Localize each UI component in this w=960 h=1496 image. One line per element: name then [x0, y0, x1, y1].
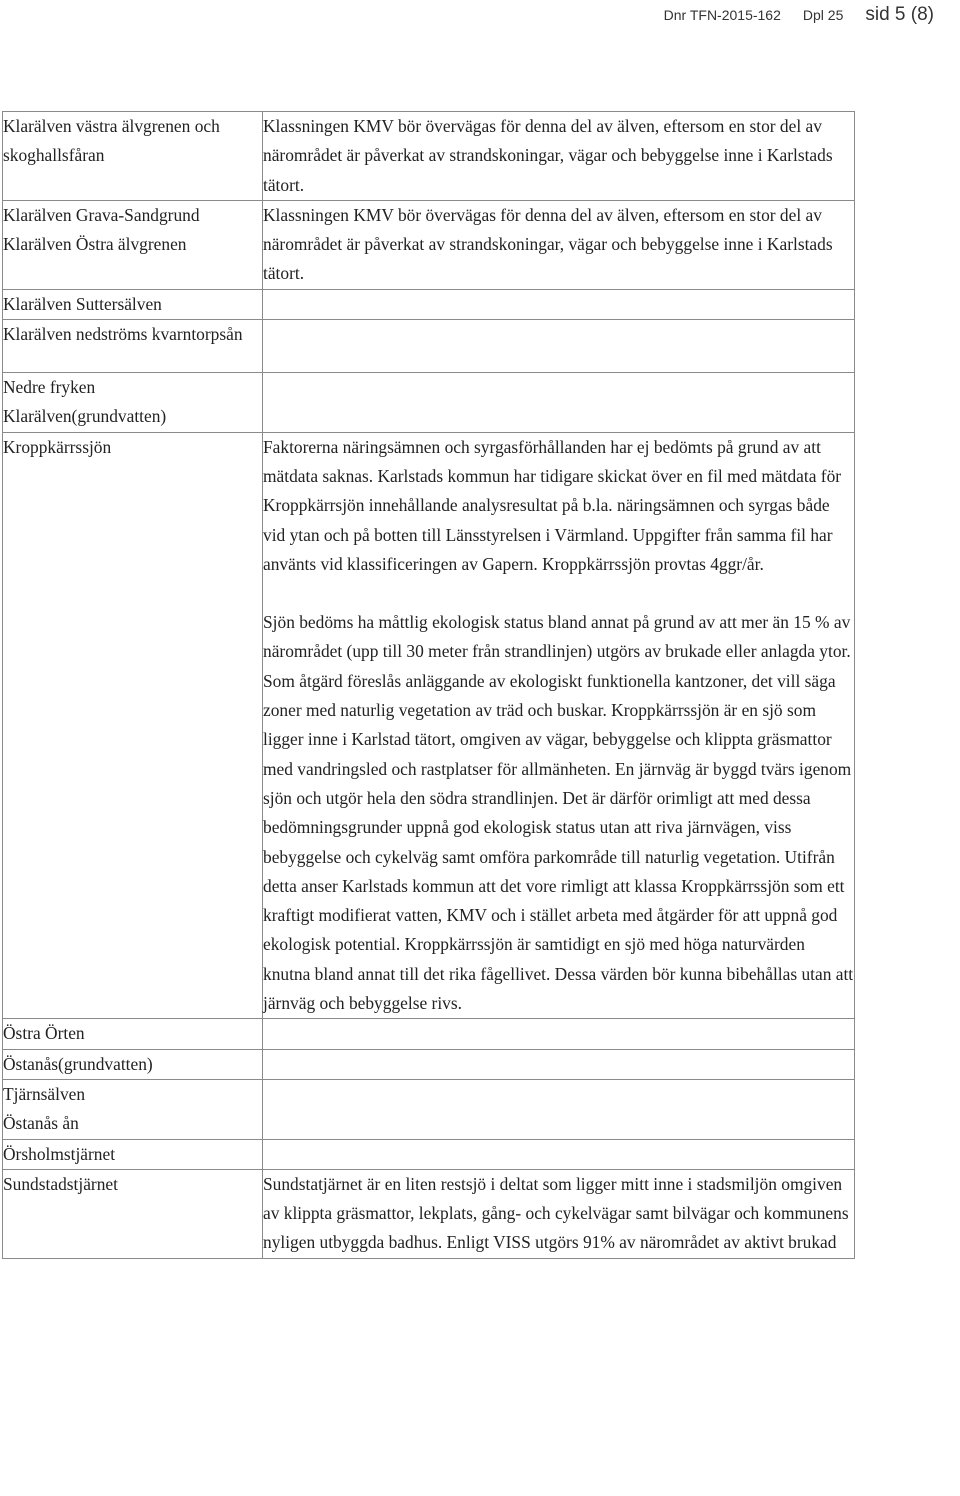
water-body-name: Östanås ån	[3, 1113, 79, 1134]
page-number: sid 5 (8)	[865, 4, 934, 25]
water-body-table	[2, 111, 855, 1259]
water-body-comment: Klassningen KMV bör övervägas för denna del av älven, eftersom en stor del av närområdet är påverkat av strandskoningar, vägar och bebyggelse inne i Karlstads tätort.	[263, 200, 855, 289]
water-body-comment	[263, 373, 855, 433]
water-body-comment	[263, 432, 855, 1019]
water-body-name: Klarälven Suttersälven	[3, 289, 263, 319]
water-body-comment	[263, 289, 855, 319]
table-row	[3, 1169, 855, 1258]
table-row	[3, 373, 855, 433]
table-row	[3, 1049, 855, 1079]
water-body-name-group	[3, 373, 263, 433]
water-body-name: Örsholmstjärnet	[3, 1139, 263, 1169]
paragraph-gap	[263, 579, 854, 608]
water-body-comment	[263, 1019, 855, 1049]
water-body-comment-paragraph: Faktorerna näringsämnen och syrgasförhållanden har ej bedömts på grund av att mätdata saknas. Karlstads kommun har tidigare skickat över en fil med mätdata för Kroppkärrsjön innehållande analysresultat på b.la. näringsämnen och syrgas både vid ytan och på botten till Länsstyrelsen i Värmland. Uppgifter från samma fil har använts vid klassificeringen av Gapern. Kroppkärrssjön provtas 4ggr/år.	[263, 436, 842, 574]
table-row	[3, 1079, 855, 1139]
table-row	[3, 432, 855, 1019]
table-row	[3, 1019, 855, 1049]
water-body-name: Sundstadstjärnet	[3, 1169, 263, 1258]
table-row	[3, 200, 855, 289]
water-body-comment: Klassningen KMV bör övervägas för denna del av älven, eftersom en stor del av närområdet är påverkat av strandskoningar, vägar och bebyggelse inne i Karlstads tätort.	[263, 112, 855, 201]
water-body-name-group	[3, 1079, 263, 1139]
water-body-comment: Sundstatjärnet är en liten restsjö i deltat som ligger mitt inne i stadsmiljön omgiven av klippta gräsmattor, lekplats, gång- och cykelvägar samt bilvägar och kommunens nyligen utbyggda badhus. Enligt VISS utgörs 91% av närområdet av aktivt brukad	[263, 1169, 855, 1258]
water-body-name: Östra Örten	[3, 1019, 263, 1049]
water-body-name-group	[3, 200, 263, 289]
water-body-name: Tjärnsälven	[3, 1083, 86, 1104]
page-header	[664, 4, 934, 26]
table-row	[3, 289, 855, 319]
water-body-name: Klarälven Östra älvgrenen	[3, 234, 187, 255]
water-body-name: Nedre fryken	[3, 377, 96, 398]
water-body-comment	[263, 1139, 855, 1169]
water-body-name: Klarälven(grundvatten)	[3, 406, 167, 427]
water-body-name: Östanås(grundvatten)	[3, 1049, 263, 1079]
water-body-name: Klarälven västra älvgrenen och skoghallsfåran	[3, 112, 263, 201]
section-number: Dpl 25	[802, 7, 844, 23]
water-body-name: Klarälven Grava-Sandgrund	[3, 204, 200, 225]
water-body-comment	[263, 1049, 855, 1079]
table-row	[3, 1139, 855, 1169]
water-body-comment-paragraph: Sjön bedöms ha måttlig ekologisk status bland annat på grund av att mer än 15 % av närområdet (upp till 30 meter från strandlinjen) utgörs av brukade eller anlagda ytor. Som åtgärd föreslås anläggande av ekologiskt funktionella kantzoner, det vill säga zoner med naturlig vegetation av träd och buskar. Kroppkärrssjön är en sjö som ligger inne i Karlstad tätort, omgiven av vägar, bebyggelse och klippta gräsmattor med vandringsled och rastplatser för allmänheten. En järnväg är byggd tvärs igenom sjön och utgör hela den södra strandlinjen. Det är därför orimligt att med dessa bedömningsgrunder uppnå god ekologisk status utan att riva järnvägen, viss bebyggelse och cykelväg samt omföra parkområde till naturlig vegetation. Utifrån detta anser Karlstads kommun att det vore rimligt att klassa Kroppkärrssjön som ett kraftigt modifierat vatten, KMV och i stället arbeta med åtgärder för att uppnå god ekologisk potential. Kroppkärrssjön är samtidigt en sjö med höga naturvärden knutna bland annat till det rika fågellivet. Dessa värden bör kunna bibehållas utan att järnväg och bebyggelse rivs.	[263, 612, 854, 1014]
water-body-comment	[263, 1079, 855, 1139]
reference-number: Dnr TFN-2015-162	[663, 7, 781, 23]
water-body-name: Kroppkärrssjön	[3, 432, 263, 1019]
table-row	[3, 320, 855, 373]
water-body-name: Klarälven nedströms kvarntorpsån	[3, 320, 263, 373]
table-row	[3, 112, 855, 201]
water-body-comment	[263, 320, 855, 373]
